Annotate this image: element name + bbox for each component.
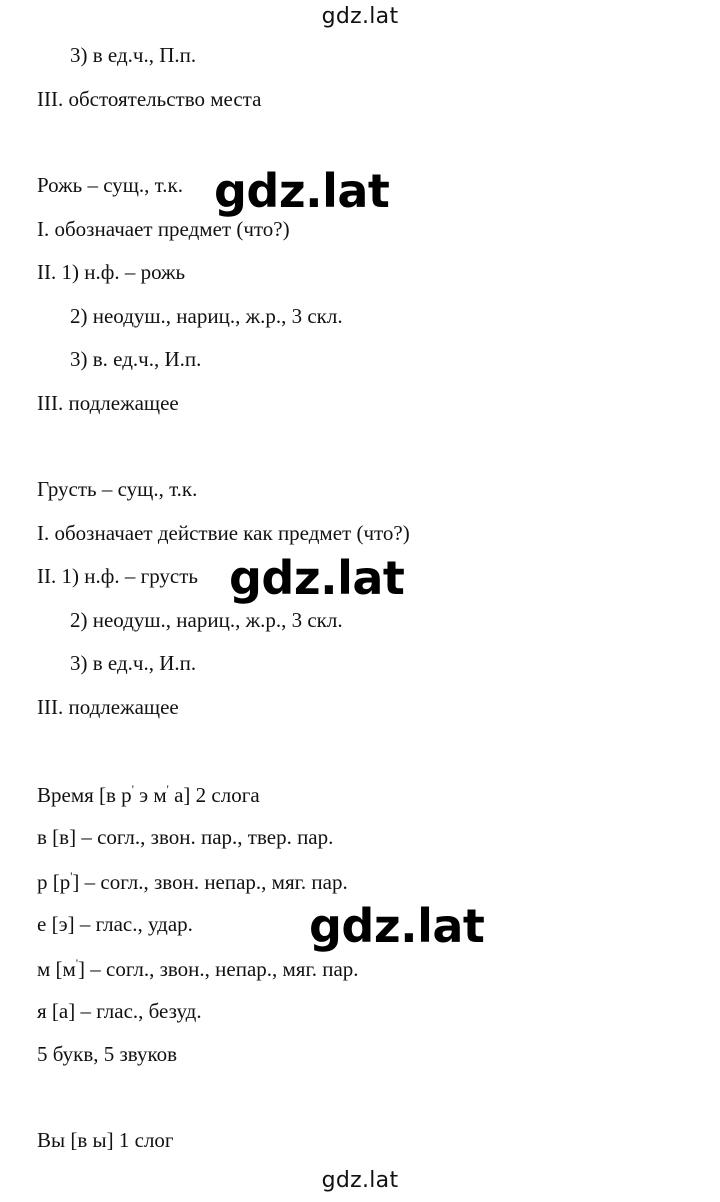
text-line: 3) в. ед.ч., И.п.	[70, 347, 202, 371]
sound-text: р [р	[37, 870, 71, 894]
sound-text: ] – согл., звон., непар., мяг. пар.	[78, 957, 359, 981]
softness-mark: '	[131, 782, 134, 796]
section-heading: Грусть – сущ., т.к.	[37, 477, 198, 501]
sound-text: ] – согл., звон. непар., мяг. пар.	[72, 870, 348, 894]
sound-line	[37, 827, 333, 848]
sound-text: в [в] – согл., звон. пар., твер. пар.	[37, 825, 334, 849]
watermark-overlay: gdz.lat	[229, 551, 405, 605]
text-line: I. обозначает предмет (что?)	[37, 217, 290, 241]
transcription-part: а] 2 слога	[168, 783, 260, 807]
sound-text: я [а] – глас., безуд.	[37, 999, 202, 1023]
sound-text: м [м	[37, 957, 76, 981]
watermark-overlay: gdz.lat	[309, 899, 485, 953]
section-heading	[37, 783, 260, 806]
watermark-bottom: gdz.lat	[321, 1168, 399, 1193]
sound-line	[37, 870, 348, 893]
text-line: 3) в ед.ч., И.п.	[70, 651, 197, 675]
text-line: I. обозначает действие как предмет (что?)	[37, 521, 410, 545]
sound-line	[37, 1001, 202, 1022]
text-line: III. обстоятельство места	[37, 87, 262, 111]
sound-line	[37, 914, 193, 935]
softness-mark: '	[75, 956, 78, 970]
watermark-top: gdz.lat	[321, 4, 399, 29]
text-line: III. подлежащее	[37, 391, 179, 415]
watermark-overlay: gdz.lat	[214, 164, 390, 218]
text-line: II. 1) н.ф. – рожь	[37, 260, 186, 284]
softness-mark: '	[70, 869, 73, 883]
text-line: III. подлежащее	[37, 695, 179, 719]
section-heading: Вы [в ы] 1 слог	[37, 1128, 174, 1152]
sound-line	[37, 957, 359, 980]
summary-line: 5 букв, 5 звуков	[37, 1042, 178, 1066]
transcription-part: Время [в р	[37, 783, 132, 807]
text-line: II. 1) н.ф. – грусть	[37, 564, 198, 588]
text-line: 3) в ед.ч., П.п.	[70, 43, 197, 67]
section-heading: Рожь – сущ., т.к.	[37, 173, 183, 197]
softness-mark: '	[166, 782, 169, 796]
text-line: 2) неодуш., нариц., ж.р., 3 скл.	[70, 608, 343, 632]
transcription-part: э м	[133, 783, 167, 807]
text-line: 2) неодуш., нариц., ж.р., 3 скл.	[70, 304, 343, 328]
sound-text: е [э] – глас., удар.	[37, 912, 193, 936]
